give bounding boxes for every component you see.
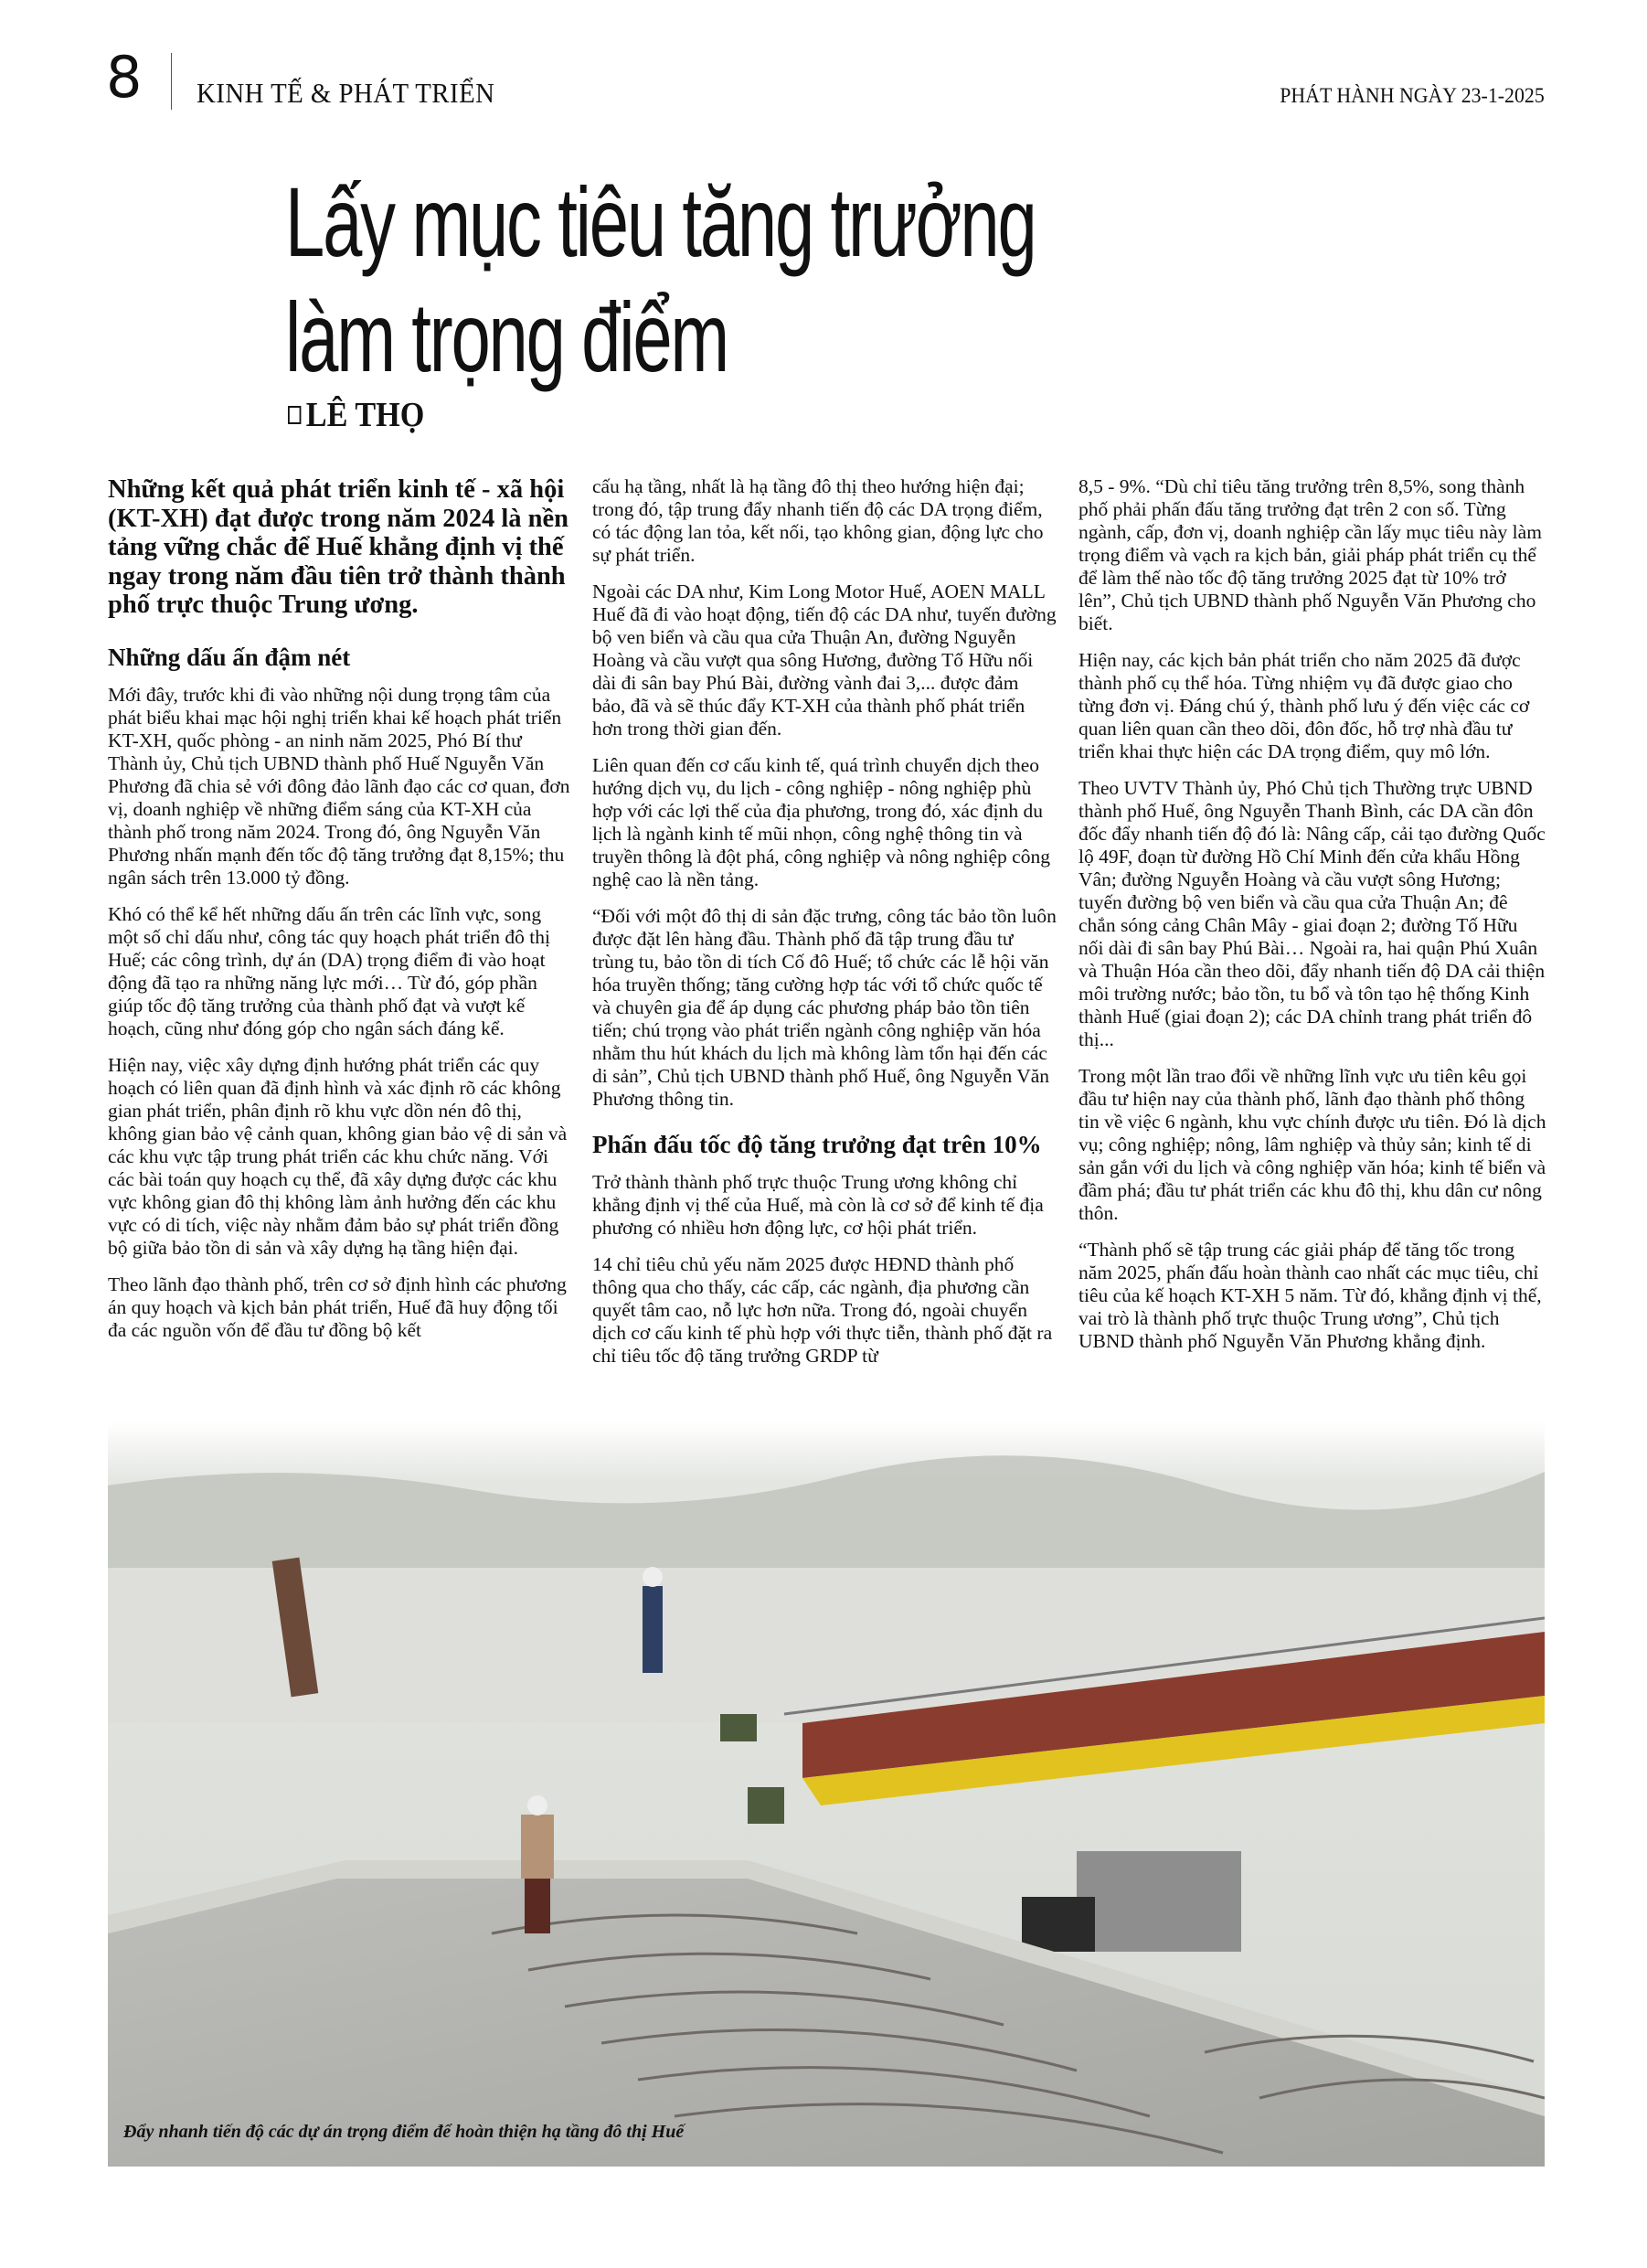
paragraph: Trong một lần trao đổi về những lĩnh vực ưu tiên kêu gọi đầu tư hiện nay của thành phố, lãnh đạo thành phố thông tin về việc 6 ngành, khu vực chính được ưu tiên. Đó là dịch vụ; công nghiệp; nông, lâm nghiệp và thủy sản; kinh tế di sản gắn với du lịch và công nghiệp văn hóa; kinh tế biển và đầm phá; đầu tư phát triển các khu đô thị, khu dân cư nông thôn. (1079, 1065, 1546, 1224)
paragraph: Khó có thể kể hết những dấu ấn trên các lĩnh vực, song một số chỉ dấu như, công tác quy hoạch phát triển đô thị Huế; các công trình, dự án (DA) trọng điểm đi vào hoạt động đã tạo ra những năng lực mới… Từ đó, góp phần giúp tốc độ tăng trưởng của thành phố đạt và vượt kế hoạch, cũng như đóng góp cho ngân sách đáng kể. (108, 902, 550, 1039)
subheading: Những dấu ấn đậm nét (108, 643, 351, 671)
photo-caption: Đẩy nhanh tiến độ các dự án trọng điểm để hoàn thiện hạ tầng đô thị Huế (123, 2122, 685, 2142)
author-name: LÊ THỌ (305, 396, 425, 434)
title-line-1: Lấy mục tiêu tăng trưởng (285, 166, 1036, 277)
page-number: 8 (106, 44, 143, 111)
article-title (285, 165, 1036, 395)
paragraph: Trở thành thành phố trực thuộc Trung ương không chỉ khẳng định vị thế của Huế, mà còn là cơ sở để kinh tế địa phương có nhiều hơn động lực, cơ hội phát triển. (592, 1171, 1044, 1239)
issue-date: PHÁT HÀNH NGÀY 23-1-2025 (1280, 84, 1545, 107)
header-divider (171, 53, 172, 110)
construction-photo (108, 1421, 1545, 2167)
paragraph: Mới đây, trước khi đi vào những nội dung trọng tâm của phát biểu khai mạc hội nghị triển khai kế hoạch phát triển KT-XH, quốc phòng - an ninh năm 2025, Phó Bí thư Thành ủy, Chủ tịch UBND thành phố Huế Nguyễn Văn Phương đã chia sẻ với đông đảo lãnh đạo các cơ quan, đơn vị, doanh nghiệp về những điểm sáng của KT-XH của thành phố trong năm 2024. Trong đó, ông Nguyễn Văn Phương nhấn mạnh đến tốc độ tăng trưởng đạt 8,15%; thu ngân sách trên 13.000 tỷ đồng. (108, 683, 570, 889)
subheading: Phấn đấu tốc độ tăng trưởng đạt trên 10% (592, 1131, 1042, 1158)
paragraph: 14 chỉ tiêu chủ yếu năm 2025 được HĐND thành phố thông qua cho thấy, các cấp, các ngành, địa phương cần quyết tâm cao, nỗ lực hơn nữa. Trong đó, ngoài chuyển dịch cơ cấu kinh tế phù hợp với thực tiễn, thành phố đặt ra chỉ tiêu tốc độ tăng trưởng GRDP từ (592, 1253, 1053, 1367)
title-line-2: làm trọng điểm (285, 282, 728, 392)
paragraph: cấu hạ tầng, nhất là hạ tầng đô thị theo hướng hiện đại; trong đó, tập trung đẩy nhanh tiến độ các DA trọng điểm, có tác động lan tỏa, kết nối, tạo không gian, động lực cho sự phát triển. (592, 475, 1044, 566)
paragraph: Liên quan đến cơ cấu kinh tế, quá trình chuyển dịch theo hướng dịch vụ, du lịch - công nghiệp - nông nghiệp phù hợp với các lợi thế của địa phương, trong đó, xác định du lịch là ngành kinh tế mũi nhọn, công nghệ thông tin và truyền thông là đột phá, công nghiệp và nông nghiệp công nghệ cao là nền tảng. (592, 754, 1050, 890)
paragraph: Ngoài các DA như, Kim Long Motor Huế, AOEN MALL Huế đã đi vào hoạt động, tiến độ các DA như, tuyến đường bộ ven biển và cầu qua cửa Thuận An, đường Nguyễn Hoàng và cầu vượt qua sông Hương, đường Tố Hữu nối dài đi sân bay Phú Bài, đường vành đai 3,... được đảm bảo, đã và sẽ thúc đẩy KT-XH của thành phố phát triển hơn trong thời gian đến. (592, 580, 1057, 740)
paragraph: “Thành phố sẽ tập trung các giải pháp để tăng tốc trong năm 2025, phấn đấu hoàn thành cao nhất các mục tiêu, chỉ tiêu của kế hoạch KT-XH 5 năm. Từ đó, khẳng định vị thế, vai trò là thành phố trực thuộc Trung ương”, Chủ tịch UBND thành phố Nguyễn Văn Phương khẳng định. (1079, 1239, 1542, 1352)
column-3 (1079, 475, 1546, 1367)
section-name: KINH TẾ & PHÁT TRIỂN (197, 77, 495, 109)
lead-paragraph: Những kết quả phát triển kinh tế - xã hội (KT-XH) đạt được trong năm 2024 là nền tảng vững chắc để Huế khẳng định vị thế ngay trong năm đầu tiên trở thành thành phố trực thuộc Trung ương. (108, 475, 568, 619)
paragraph: Theo UVTV Thành ủy, Phó Chủ tịch Thường trực UBND thành phố Huế, ông Nguyễn Thanh Bình, các DA cần đôn đốc đẩy nhanh tiến độ đó là: Nâng cấp, cải tạo đường Quốc lộ 49F, đoạn từ đường Hồ Chí Minh đến cửa khẩu Hồng Vân; đường Nguyễn Hoàng và cầu vượt sông Hương; tuyến đường bộ ven biển và cầu qua cửa Thuận An; đê chắn sóng cảng Chân Mây - giai đoạn 2; đường Tố Hữu nối dài đi sân bay Phú Bài… Ngoài ra, hai quận Phú Xuân và Thuận Hóa cần theo dõi, đẩy nhanh tiến độ DA cải thiện môi trường nước; bảo tồn, tu bổ và tôn tạo hệ thống Kinh thành Huế (giai đoạn 2); các DA chỉnh trang phát triển đô thị... (1079, 777, 1546, 1050)
square-bullet-icon (288, 406, 301, 424)
paragraph: 8,5 - 9%. “Dù chỉ tiêu tăng trưởng trên 8,5%, song thành phố phải phấn đấu tăng trưởng đạt trên 2 con số. Từng ngành, cấp, đơn vị, doanh nghiệp cần lấy mục tiêu này làm trọng điểm và vạch ra kịch bản, giải pháp phát triển cụ thể để làm thế nào tốc độ tăng trưởng 2025 đạt từ 10% trở lên”, Chủ tịch UBND thành phố Nguyễn Văn Phương cho biết. (1079, 475, 1542, 634)
paragraph: Hiện nay, việc xây dựng định hướng phát triển các quy hoạch có liên quan đã định hình và xác định rõ các không gian phát triển, phân định rõ khu vực dồn nén đô thị, không gian bảo vệ cảnh quan, không gian bảo vệ di sản và các khu vực tập trung phát triển các khu chức năng. Với các bài toán quy hoạch cụ thể, đã xây dựng được các khu vực không gian đô thị không làm ảnh hưởng đến các khu vực có di tích, việc này nhằm đảm bảo sự phát triển đồng bộ giữa bảo tồn di sản và xây dựng hạ tầng hiện đại. (108, 1053, 568, 1259)
column-1 (108, 475, 572, 1356)
paragraph: Hiện nay, các kịch bản phát triển cho năm 2025 đã được thành phố cụ thể hóa. Từng nhiệm vụ đã được giao cho từng đơn vị. Đáng chú ý, thành phố lưu ý đến việc các cơ quan liên quan cần theo dõi, đôn đốc, hỗ trợ nhà đầu tư triển khai thực hiện các DA trọng điểm, quy mô lớn. (1079, 649, 1530, 762)
column-2 (592, 475, 1057, 1381)
byline (288, 395, 424, 435)
paragraph: Theo lãnh đạo thành phố, trên cơ sở định hình các phương án quy hoạch và kịch bản phát triển, Huế đã huy động tối đa các nguồn vốn để đầu tư đồng bộ kết (108, 1272, 567, 1341)
paragraph: “Đối với một đô thị di sản đặc trưng, công tác bảo tồn luôn được đặt lên hàng đầu. Thành phố đã tập trung đầu tư trùng tu, bảo tồn di tích Cố đô Huế; tổ chức các lễ hội văn hóa truyền thống; tăng cường hợp tác với tổ chức quốc tế và chuyên gia để áp dụng các phương pháp bảo tồn tiên tiến; chú trọng vào phát triển ngành công nghiệp văn hóa nhằm thu hút khách du lịch mà không làm tổn hại đến các di sản”, Chủ tịch UBND thành phố Huế, ông Nguyễn Văn Phương thông tin. (592, 905, 1057, 1110)
